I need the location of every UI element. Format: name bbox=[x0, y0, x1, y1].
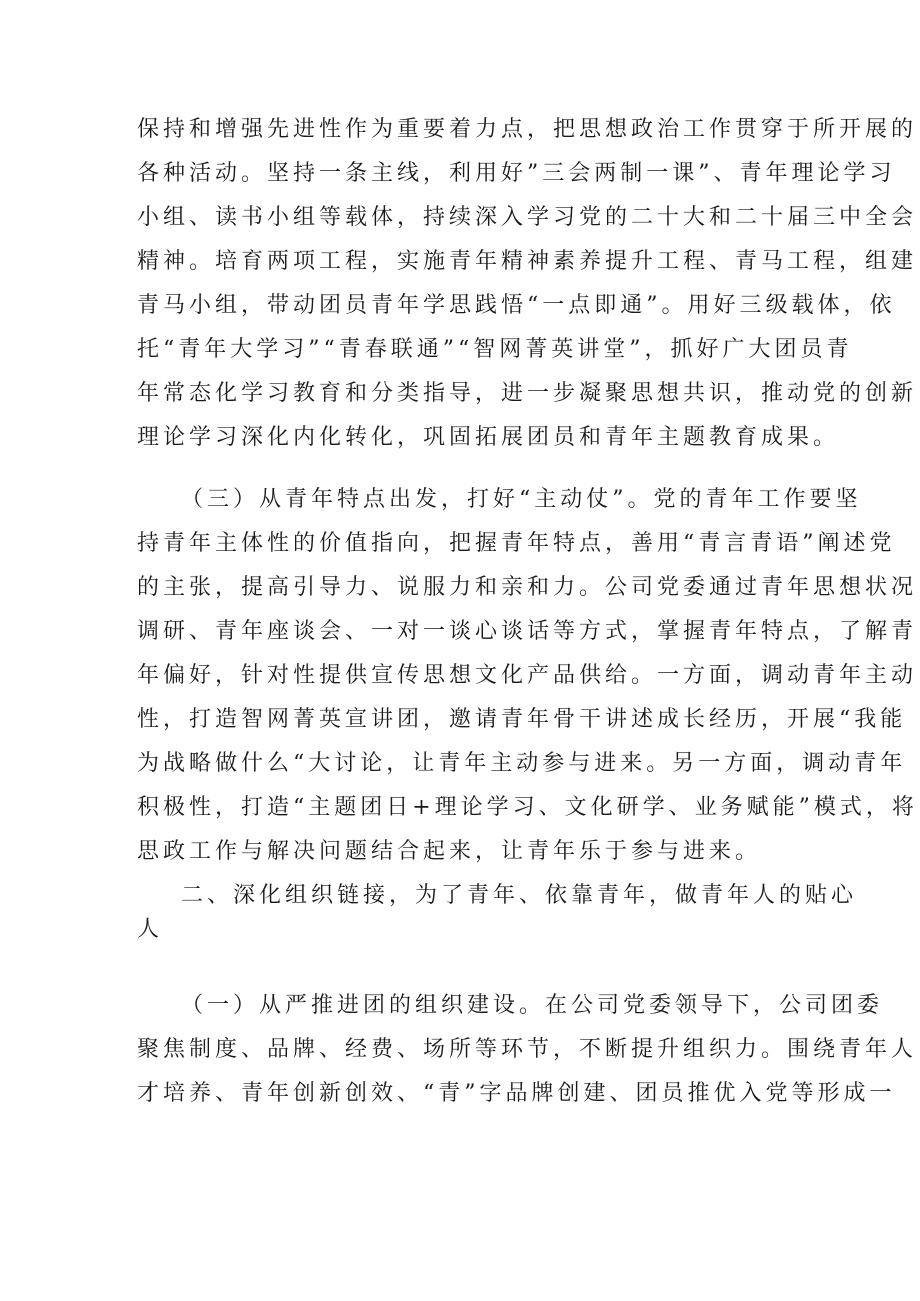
chapter-heading-2-continuation: 人 bbox=[137, 917, 164, 942]
text-line: 年常态化学习教育和分类指导，进一步凝聚思想共识，推动党的创新 bbox=[137, 381, 918, 406]
section-heading-3: （三）从青年特点出发，打好“主动仗”。党的青年工作要坚 bbox=[181, 487, 862, 512]
section-heading-1: （一）从严推进团的组织建设。在公司党委领导下，公司团委 bbox=[181, 993, 884, 1018]
text-line: 积极性，打造“主题团日+理论学习、文化研学、业务赋能”模式，将 bbox=[137, 795, 918, 820]
text-line: 思政工作与解决问题结合起来，让青年乐于参与进来。 bbox=[137, 839, 762, 864]
text-line: 托“青年大学习”“青春联通”“智网菁英讲堂”，抓好广大团员青 bbox=[137, 337, 853, 362]
text-line: 年偏好，针对性提供宣传思想文化产品供给。一方面，调动青年主动 bbox=[137, 663, 918, 688]
text-line: 才培养、青年创新创效、“青”字品牌创建、团员推优入党等形成一 bbox=[137, 1081, 896, 1106]
text-line: 精神。培育两项工程，实施青年精神素养提升工程、青马工程，组建 bbox=[137, 249, 918, 274]
text-line: 持青年主体性的价值指向，把握青年特点，善用“青言青语”阐述党 bbox=[137, 531, 896, 556]
chapter-heading-2: 二、深化组织链接，为了青年、依靠青年，做青年人的贴心 bbox=[181, 883, 858, 908]
text-line: 聚焦制度、品牌、经费、场所等环节，不断提升组织力。围绕青年人 bbox=[137, 1037, 918, 1062]
text-line: 青马小组，带动团员青年学思践悟“一点即通”。用好三级载体，依 bbox=[137, 293, 896, 318]
text-line: 为战略做什么“大讨论，让青年主动参与进来。另一方面，调动青年 bbox=[137, 751, 907, 776]
text-line: 保持和增强先进性作为重要着力点，把思想政治工作贯穿于所开展的 bbox=[137, 117, 918, 142]
text-line: 性，打造智网菁英宣讲团，邀请青年骨干讲述成长经历，开展“我能 bbox=[137, 707, 907, 732]
text-line: 理论学习深化内化转化，巩固拓展团员和青年主题教育成果。 bbox=[137, 425, 840, 450]
text-line: 的主张，提高引导力、说服力和亲和力。公司党委通过青年思想状况 bbox=[137, 575, 918, 600]
text-line: 小组、读书小组等载体，持续深入学习党的二十大和二十届三中全会 bbox=[137, 205, 918, 230]
text-line: 各种活动。坚持一条主线，利用好”三会两制一课”、青年理论学习 bbox=[137, 161, 896, 186]
text-line: 调研、青年座谈会、一对一谈心谈话等方式，掌握青年特点，了解青 bbox=[137, 619, 918, 644]
